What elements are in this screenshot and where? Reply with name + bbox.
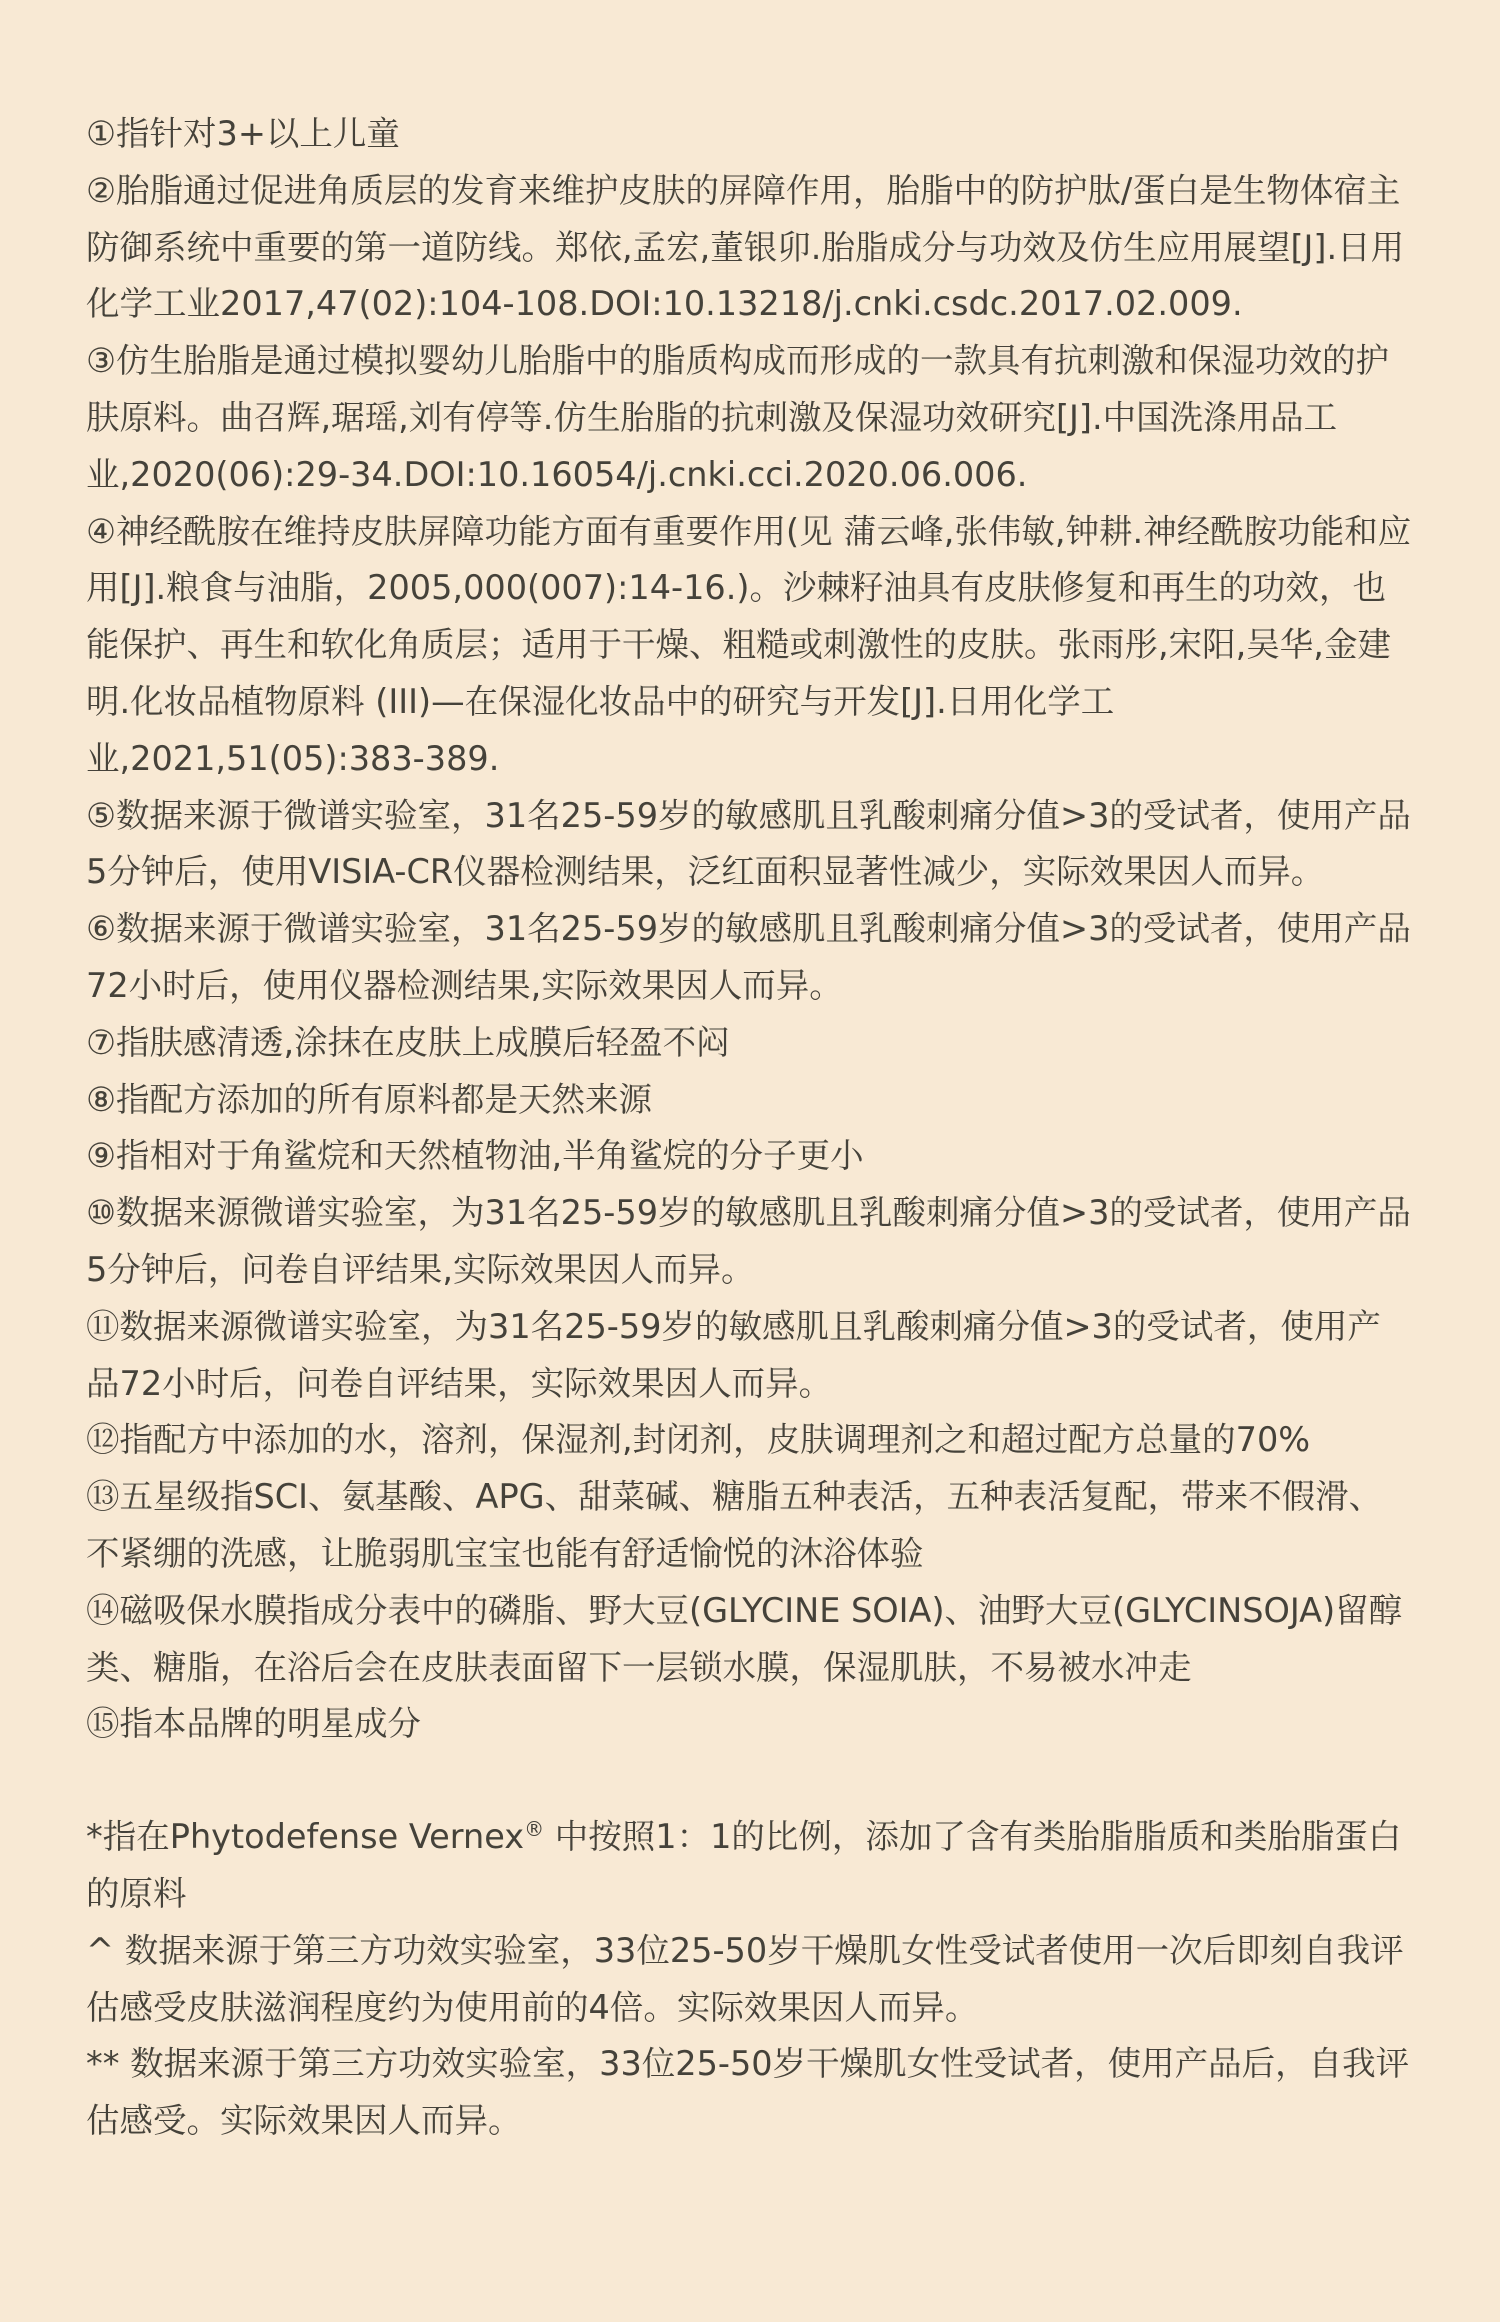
section-spacer xyxy=(86,1753,1414,1809)
footnote-14: ⑭磁吸保水膜指成分表中的磷脂、野大豆(GLYCINE SOIA)、油野大豆(GLYCINSOJA)留醇类、糖脂，在浴后会在皮肤表面留下一层锁水膜，保湿肌肤，不易被水冲走 xyxy=(86,1590,1403,1687)
footnote-9: ⑨指相对于角鲨烷和天然植物油,半角鲨烷的分子更小 xyxy=(86,1136,864,1176)
footnote-6: ⑥数据来源于微谱实验室，31名25-59岁的敏感肌且乳酸刺痛分值>3的受试者，使用产品72小时后，使用仪器检测结果,实际效果因人而异。 xyxy=(86,909,1411,1005)
footnote-10: ⑩数据来源微谱实验室，为31名25-59岁的敏感肌且乳酸刺痛分值>3的受试者，使用产品5分钟后，问卷自评结果,实际效果因人而异。 xyxy=(86,1193,1411,1289)
footnote-5: ⑤数据来源于微谱实验室，31名25-59岁的敏感肌且乳酸刺痛分值>3的受试者，使用产品5分钟后，使用VISIA-CR仪器检测结果，泛红面积显著性减少，实际效果因人而异。 xyxy=(86,795,1411,892)
double-star-note: ** 数据来源于第三方功效实验室，33位25-50岁干燥肌女性受试者，使用产品后，自我评估感受。实际效果因人而异。 xyxy=(86,2044,1410,2141)
star-note xyxy=(86,1809,1414,1923)
footnote-2: ②胎脂通过促进角质层的发育来维护皮肤的屏障作用，胎脂中的防护肽/蛋白是生物体宿主防御系统中重要的第一道防线。郑依,孟宏,董银卯.胎脂成分与功效及仿生应用展望[J].日用化学工业2017,47(02):104-108.DOI:10.13218/j.cnki.csdc.2017.02.009. xyxy=(86,170,1405,324)
additional-notes xyxy=(86,1809,1414,2150)
footnote-7: ⑦指肤感清透,涂抹在皮肤上成膜后轻盈不闷 xyxy=(86,1022,730,1062)
footnote-8: ⑧指配方添加的所有原料都是天然来源 xyxy=(86,1079,653,1119)
star-note-suffix: 中按照1：1的比例，添加了含有类胎脂脂质和类胎脂蛋白的原料 xyxy=(86,1817,1402,1913)
footnote-13: ⑬五星级指SCI、氨基酸、APG、甜菜碱、糖脂五种表活，五种表活复配，带来不假滑、不紧绷的洗感，让脆弱肌宝宝也能有舒适愉悦的沐浴体验 xyxy=(86,1477,1383,1573)
footnote-1: ①指针对3+以上儿童 xyxy=(86,114,400,153)
footnote-15: ⑮指本品牌的明星成分 xyxy=(86,1704,421,1744)
footnote-11: ⑪数据来源微谱实验室，为31名25-59岁的敏感肌且乳酸刺痛分值>3的受试者，使用产品72小时后，问卷自评结果，实际效果因人而异。 xyxy=(86,1306,1381,1403)
star-note-prefix: *指在Phytodefense Vernex xyxy=(86,1817,525,1857)
registered-mark: ® xyxy=(524,1816,545,1841)
footnote-4: ④神经酰胺在维持皮肤屏障功能方面有重要作用(见 蒲云峰,张伟敏,钟耕.神经酰胺功能和应用[J].粮食与油脂，2005,000(007):14-16.)。沙棘籽油具有皮肤修复和再生的功效，也能保护、再生和软化角质层；适用于干燥、粗糙或刺激性的皮肤。张雨彤,宋阳,吴华,金建明.化妆品植物原料 (III)—在保湿化妆品中的研究与开发[J].日用化学工业,2021,51(05):383-389. xyxy=(86,511,1412,778)
numbered-footnotes xyxy=(86,106,1414,1753)
caret-note: ^ 数据来源于第三方功效实验室，33位25-50岁干燥肌女性受试者使用一次后即刻自我评估感受皮肤滋润程度约为使用前的4倍。实际效果因人而异。 xyxy=(86,1930,1404,2027)
footnote-3: ③仿生胎脂是通过模拟婴幼儿胎脂中的脂质构成而形成的一款具有抗刺激和保湿功效的护肤原料。曲召辉,琚瑶,刘有停等.仿生胎脂的抗刺激及保湿功效研究[J].中国洗涤用品工业,2020(06):29-34.DOI:10.16054/j.cnki.cci.2020.06.006. xyxy=(86,341,1390,494)
footnote-12: ⑫指配方中添加的水，溶剂，保湿剂,封闭剂，皮肤调理剂之和超过配方总量的70% xyxy=(86,1420,1311,1460)
